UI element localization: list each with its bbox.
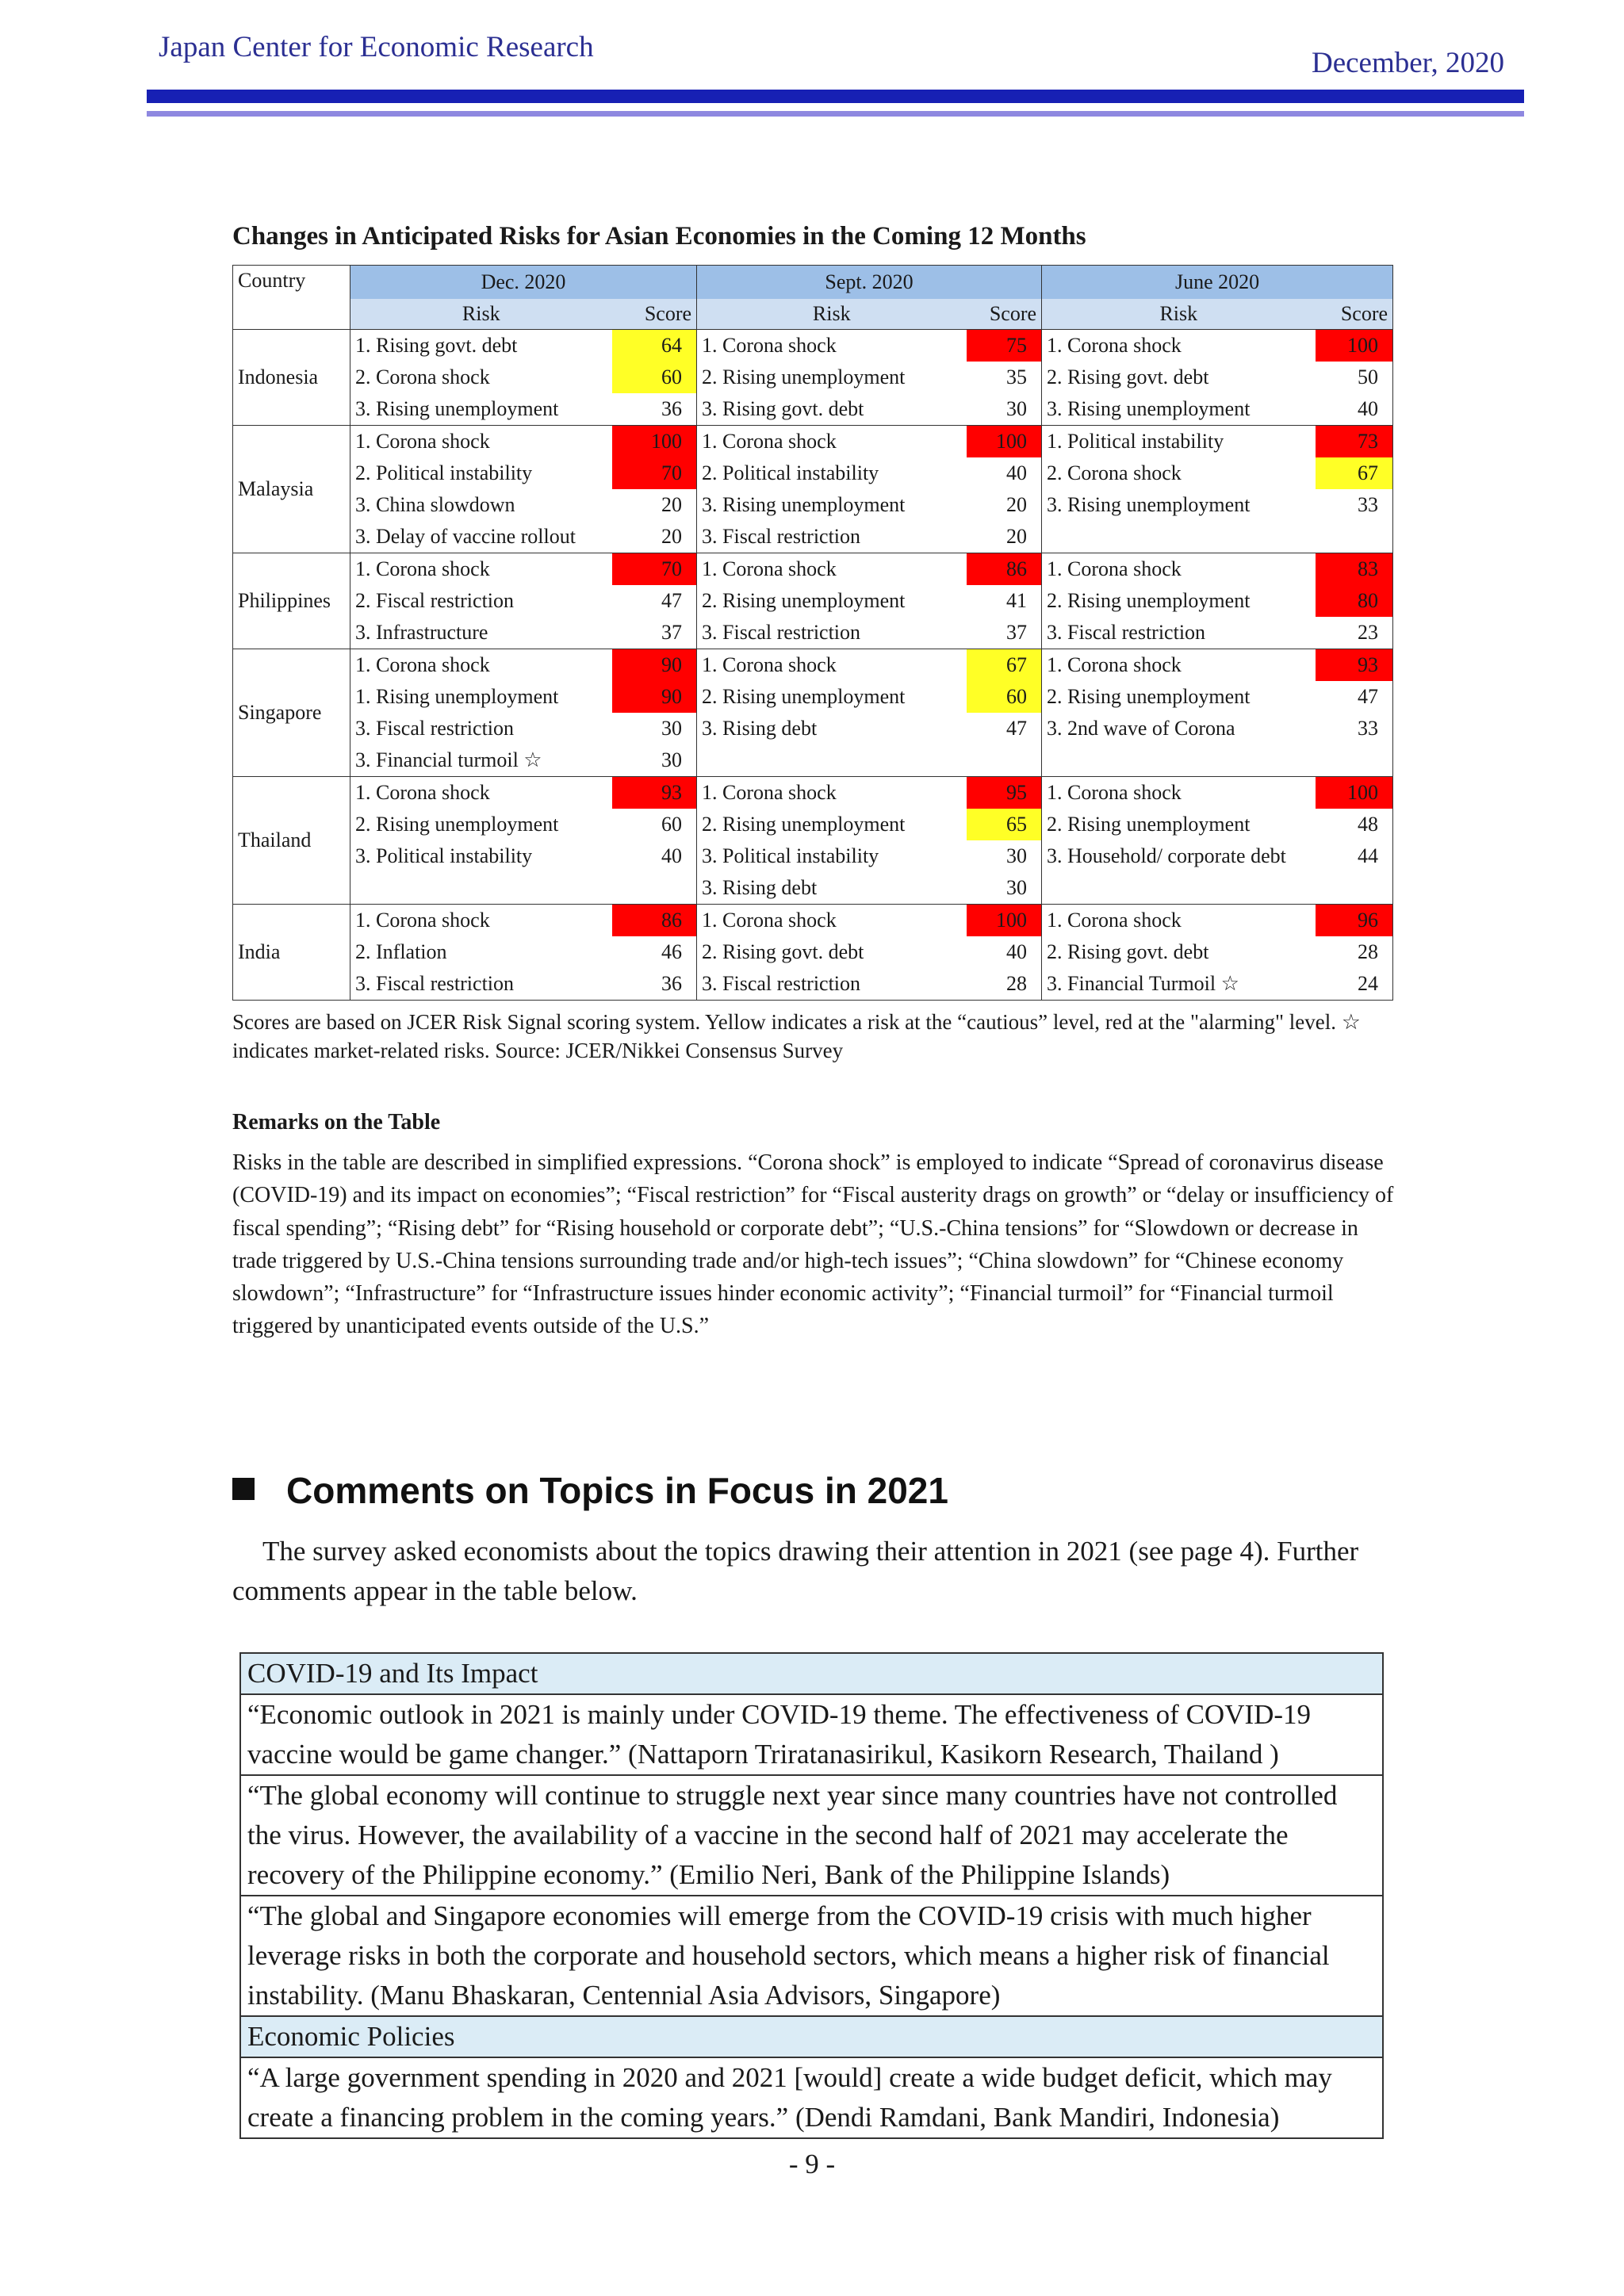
table-row [233, 457, 1393, 489]
table-row [233, 489, 1393, 521]
risk-score: 50 [1358, 365, 1379, 388]
page-number: - 9 - [788, 2149, 836, 2179]
score-subheader: Score [1316, 299, 1393, 330]
risk-score: 100 [1316, 777, 1393, 809]
comment-quote: “A large government spending in 2020 and 2021 [would] create a wide budget deficit, which may create a financing problem in the coming years.” (Dendi Ramdani, Bank Mandiri, Indonesia) [240, 2057, 1383, 2138]
risk-score: 40 [1358, 397, 1379, 420]
table-row [233, 426, 1393, 458]
table-row [233, 681, 1393, 713]
table-row [233, 968, 1393, 1001]
risk-label: 3. Fiscal restriction [697, 968, 967, 1001]
risk-label: 3. Fiscal restriction [702, 525, 861, 548]
header-rule-thick [147, 90, 1524, 103]
risk-score [1316, 872, 1393, 905]
comment-category-row [240, 2016, 1383, 2057]
risk-label: 1. Corona shock [697, 905, 967, 937]
risk-score: 30 [612, 713, 697, 744]
risk-score: 100 [967, 426, 1042, 458]
risk-score: 80 [1316, 585, 1393, 617]
table-row [233, 872, 1393, 905]
comment-category-row [240, 1653, 1383, 1694]
risk-label: 2. Rising unemployment [702, 365, 906, 388]
risk-score: 65 [967, 809, 1042, 840]
risk-label [350, 872, 612, 905]
risk-score: 20 [967, 521, 1042, 553]
country-name: Malaysia [233, 426, 350, 553]
remarks-title: Remarks on the Table [232, 1110, 441, 1135]
risk-label: 3. Rising debt [702, 876, 818, 899]
risk-score: 28 [967, 968, 1042, 1001]
risk-score: 48 [1358, 813, 1379, 836]
risk-score: 36 [612, 968, 697, 1001]
risk-label: 2. Rising unemployment [702, 589, 906, 612]
risk-label: 2. Inflation [355, 940, 447, 963]
risk-score: 28 [1358, 940, 1379, 963]
risk-label: 3. Fiscal restriction [1047, 621, 1206, 644]
risk-label: 1. Corona shock [697, 426, 967, 458]
risk-label: 3. Financial turmoil ☆ [355, 748, 542, 771]
risk-label: 1. Corona shock [697, 777, 967, 809]
risk-score: 47 [1358, 685, 1379, 708]
country-header: Country [233, 266, 350, 330]
risk-label: 3. Rising debt [702, 717, 818, 740]
period-header-dec: Dec. 2020 [350, 266, 697, 300]
risk-label: 3. Fiscal restriction [702, 621, 861, 644]
remarks-text: Risks in the table are described in simplified expressions. “Corona shock” is employed to indicate “Spread of coronavirus disease (COVID-19) and its impact on economies”; “Fiscal restriction” for “Fiscal austerity drags on growth” or “delay or insufficiency of fiscal spending”; “Rising debt” for “Rising household or corporate debt”; “U.S.-China tensions” for “Slowdown or decrease in trade triggered by U.S.-China tensions surrounding trade and/or high-tech issues”; “China slowdown” for “Chinese economy slowdown”; “Infrastructure” for “Infrastructure issues hinder economic activity”; “Financial turmoil” for “Financial turmoil triggered by unanticipated events outside of the U.S.” [232, 1150, 1394, 1339]
risk-label: 3. Rising unemployment [1047, 493, 1251, 516]
risk-score: 67 [1316, 457, 1393, 489]
risk-label: 3. Rising unemployment [702, 493, 906, 516]
section-intro: The survey asked economists about the topics drawing their attention in 2021 (see page 4). Further comments appear in the table below. [232, 1536, 1359, 1606]
risk-label: 1. Corona shock [1042, 330, 1316, 362]
risk-score: 20 [967, 489, 1042, 521]
risk-label: 3. Rising govt. debt [702, 397, 864, 420]
risk-label: 1. Corona shock [1042, 649, 1316, 682]
risk-score: 36 [612, 393, 697, 426]
table-row [233, 617, 1393, 649]
risk-score: 30 [967, 840, 1042, 872]
risk-score: 93 [612, 777, 697, 809]
comment-row [240, 1896, 1383, 2016]
risk-label: 3. Fiscal restriction [355, 717, 515, 740]
table-row [233, 393, 1393, 426]
table-row [233, 553, 1393, 586]
risk-score: 60 [612, 362, 697, 393]
risk-label [1042, 744, 1316, 777]
section-heading [232, 1469, 948, 1512]
risk-score: 40 [967, 936, 1042, 968]
risk-label: 3. Political instability [702, 844, 879, 867]
risk-subheader: Risk [350, 299, 612, 330]
risk-score: 86 [612, 905, 697, 937]
risk-label: 3. 2nd wave of Corona [1047, 717, 1235, 740]
risk-label: 2. Rising unemployment [1047, 685, 1251, 708]
risk-label: 1. Corona shock [350, 905, 612, 937]
risk-label: 2. Rising govt. debt [1047, 940, 1209, 963]
risk-label: 1. Rising govt. debt [350, 330, 612, 362]
risk-label: 1. Corona shock [1042, 905, 1316, 937]
table-row [233, 330, 1393, 362]
risk-label [697, 744, 967, 777]
risk-score: 67 [967, 649, 1042, 682]
table-row [233, 521, 1393, 553]
risk-label: 1. Corona shock [350, 553, 612, 586]
risk-label: 3. China slowdown [355, 493, 515, 516]
risk-score: 20 [612, 489, 697, 521]
risk-label: 3. Delay of vaccine rollout [355, 525, 576, 548]
country-name: Philippines [233, 553, 350, 649]
table-row [233, 744, 1393, 777]
risk-subheader: Risk [1042, 299, 1316, 330]
risk-score: 41 [967, 585, 1042, 617]
risk-score: 40 [612, 840, 697, 872]
risk-score: 86 [967, 553, 1042, 586]
risk-score: 47 [967, 713, 1042, 744]
risk-label: 2. Political instability [355, 461, 533, 484]
risk-label: 2. Rising govt. debt [702, 940, 864, 963]
score-subheader: Score [967, 299, 1042, 330]
risk-score [1316, 744, 1393, 777]
comments-table [239, 1652, 1384, 2139]
table-row [233, 777, 1393, 809]
comment-row [240, 1694, 1383, 1775]
comment-quote: “Economic outlook in 2021 is mainly under COVID-19 theme. The effectiveness of COVID-19 vaccine would be game changer.” (Nattaporn Triratanasirikul, Kasikorn Research, Thailand ) [240, 1694, 1383, 1775]
risk-score: 33 [1358, 493, 1379, 516]
risk-score [612, 872, 697, 905]
table-row [233, 936, 1393, 968]
risk-score: 47 [612, 585, 697, 617]
risk-score [1316, 521, 1393, 553]
risk-score: 30 [612, 744, 697, 777]
risk-score: 60 [612, 809, 697, 840]
comment-category: Economic Policies [240, 2016, 1383, 2057]
risk-score: 60 [967, 681, 1042, 713]
risk-label: 3. Fiscal restriction [350, 968, 612, 1001]
risk-score: 90 [612, 681, 697, 713]
risk-label: 1. Corona shock [350, 777, 612, 809]
comment-quote: “The global economy will continue to struggle next year since many countries have not controlled the virus. However, the availability of a vaccine in the second half of 2021 may accelerate the recovery of the Philippine economy.” (Emilio Neri, Bank of the Philippine Islands) [240, 1775, 1383, 1896]
risk-score: 73 [1316, 426, 1393, 458]
risk-table [232, 265, 1393, 1001]
table-row [233, 649, 1393, 682]
table-note: Scores are based on JCER Risk Signal scoring system. Yellow indicates a risk at the “cautious” level, red at the "alarming" level. ☆ indicates market-related risks. Source: JCER/Nikkei Consensus Survey [232, 1010, 1361, 1062]
risk-label: 3. Infrastructure [355, 621, 488, 644]
risk-score: 30 [967, 393, 1042, 426]
risk-label: 2. Rising unemployment [1047, 589, 1251, 612]
risk-label: 2. Corona shock [1047, 461, 1182, 484]
risk-label: 2. Rising unemployment [1047, 813, 1251, 836]
report-date: December, 2020 [1311, 47, 1504, 79]
risk-label: 2. Corona shock [355, 365, 490, 388]
risk-label: 1. Political instability [1042, 426, 1316, 458]
risk-score: 20 [612, 521, 697, 553]
country-name: India [233, 905, 350, 1001]
risk-score: 24 [1316, 968, 1393, 1001]
risk-label: 2. Rising unemployment [702, 813, 906, 836]
risk-score: 75 [967, 330, 1042, 362]
risk-label: 1. Rising unemployment [355, 685, 559, 708]
risk-label: 3. Rising unemployment [355, 397, 559, 420]
risk-subheader: Risk [697, 299, 967, 330]
header-rule-thin [147, 111, 1524, 117]
risk-score: 83 [1316, 553, 1393, 586]
comment-quote: “The global and Singapore economies will emerge from the COVID-19 crisis with much higher leverage risks in both the corporate and household sectors, which means a higher risk of financial instability. (Manu Bhaskaran, Centennial Asia Advisors, Singapore) [240, 1896, 1383, 2016]
risk-label: 2. Rising unemployment [702, 685, 906, 708]
risk-score: 35 [967, 362, 1042, 393]
risk-label: 1. Corona shock [697, 553, 967, 586]
table-row [233, 905, 1393, 937]
risk-score: 95 [967, 777, 1042, 809]
country-name: Thailand [233, 777, 350, 905]
table-row [233, 585, 1393, 617]
risk-score: 96 [1316, 905, 1393, 937]
table-row [233, 840, 1393, 872]
risk-score: 23 [1358, 621, 1379, 644]
risk-label: 1. Corona shock [697, 649, 967, 682]
risk-label: 2. Rising unemployment [355, 813, 559, 836]
risk-table-title: Changes in Anticipated Risks for Asian Economies in the Coming 12 Months [232, 222, 1086, 251]
risk-score: 37 [612, 617, 697, 649]
square-bullet-icon [232, 1478, 255, 1500]
risk-label [1042, 872, 1316, 905]
risk-label: 3. Rising unemployment [1047, 397, 1251, 420]
risk-score: 44 [1358, 844, 1379, 867]
period-header-sept: Sept. 2020 [697, 266, 1042, 300]
country-name: Indonesia [233, 330, 350, 426]
table-row [233, 713, 1393, 744]
risk-score: 37 [967, 617, 1042, 649]
period-header-june: June 2020 [1042, 266, 1393, 300]
risk-label: 1. Corona shock [1042, 777, 1316, 809]
comment-row [240, 2057, 1383, 2138]
risk-label: 3. Household/ corporate debt [1047, 844, 1286, 867]
risk-label: 1. Corona shock [697, 330, 967, 362]
risk-label: 2. Fiscal restriction [355, 589, 515, 612]
risk-score: 70 [612, 553, 697, 586]
risk-score: 46 [612, 936, 697, 968]
risk-label: 2. Political instability [702, 461, 879, 484]
risk-score: 70 [612, 457, 697, 489]
risk-label: 1. Corona shock [1042, 553, 1316, 586]
risk-score: 100 [612, 426, 697, 458]
risk-score [967, 744, 1042, 777]
score-subheader: Score [612, 299, 697, 330]
risk-label [1042, 521, 1316, 553]
risk-score: 30 [967, 872, 1042, 905]
comment-category: COVID-19 and Its Impact [240, 1653, 1383, 1694]
risk-score: 64 [612, 330, 697, 362]
risk-score: 100 [967, 905, 1042, 937]
risk-score: 40 [967, 457, 1042, 489]
section-heading-text: Comments on Topics in Focus in 2021 [286, 1470, 948, 1511]
country-name: Singapore [233, 649, 350, 777]
risk-score: 93 [1316, 649, 1393, 682]
risk-score: 100 [1316, 330, 1393, 362]
organization-name: Japan Center for Economic Research [159, 31, 594, 63]
risk-score: 90 [612, 649, 697, 682]
risk-label: 1. Corona shock [350, 426, 612, 458]
comment-row [240, 1775, 1383, 1896]
table-row [233, 362, 1393, 393]
risk-label: 2. Rising govt. debt [1047, 365, 1209, 388]
risk-label: 3. Political instability [355, 844, 533, 867]
risk-label: 1. Corona shock [350, 649, 612, 682]
table-row [233, 809, 1393, 840]
risk-score: 33 [1358, 717, 1379, 740]
risk-label: 3. Financial Turmoil ☆ [1042, 968, 1316, 1001]
